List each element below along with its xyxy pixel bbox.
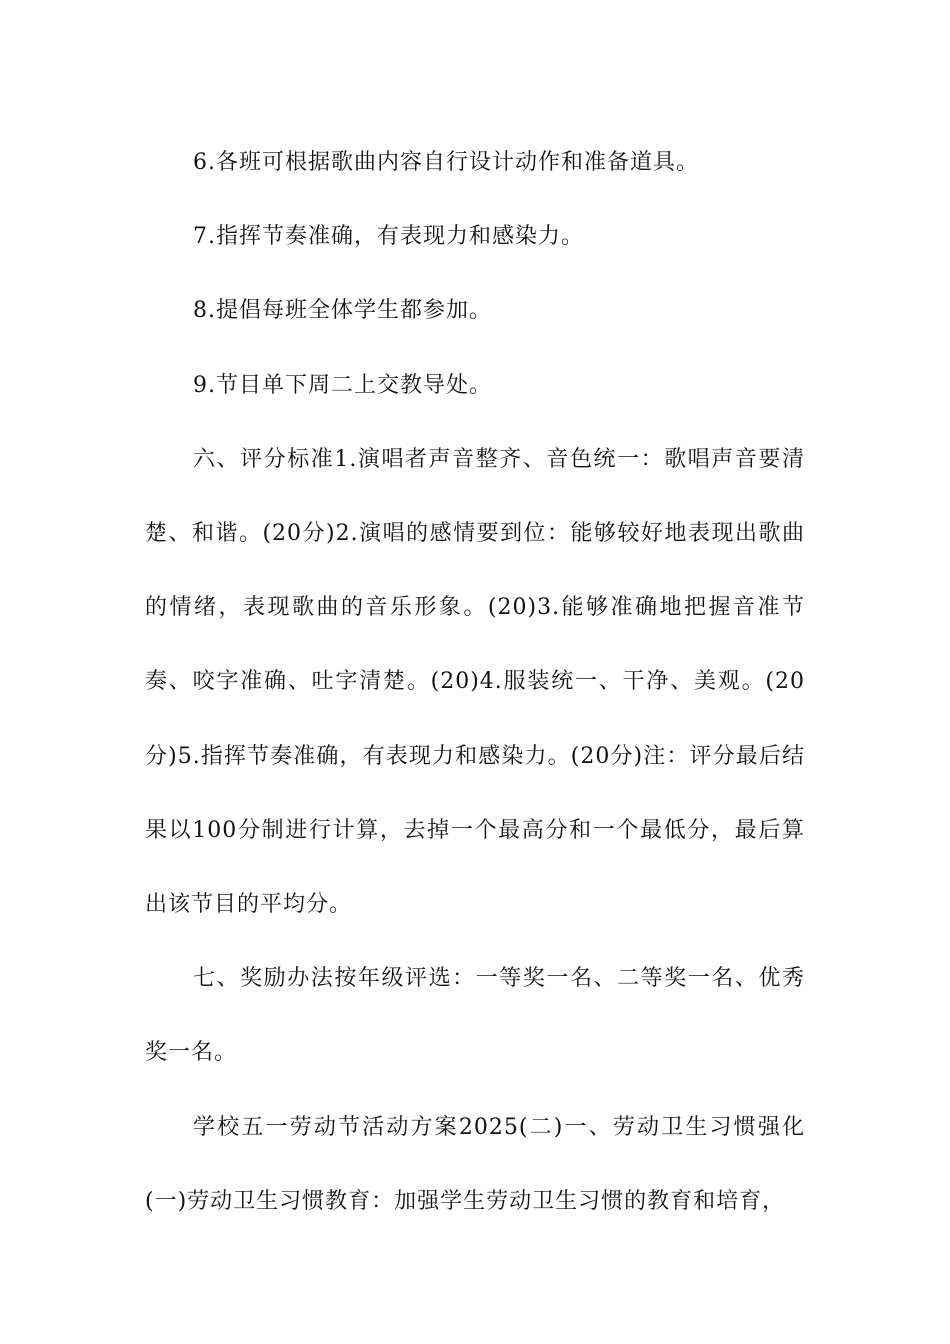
document-body [145, 126, 805, 1239]
paragraph-item-6: 6.各班可根据歌曲内容自行设计动作和准备道具。 [193, 150, 699, 175]
paragraph-item-9: 9.节目单下周二上交教导处。 [193, 372, 492, 398]
paragraph-item-8: 8.提倡每班全体学生都参加。 [193, 298, 492, 324]
paragraph-scoring-criteria: 六、评分标准1.演唱者声音整齐、音色统一：歌唱声音要清楚、和谐。(20分)2.演唱的感情要到位：能够较好地表现出歌曲的情绪，表现歌曲的音乐形象。(20)3.能够准确地把握音准节奏、咬字准确、吐字清楚。(20)4.服装统一、干净、美观。(20分)5.指挥节奏准确，有表现力和感染力。(20分)注：评分最后结果以100分制进行计算，去掉一个最高分和一个最低分，最后算出该节目的平均分。 [145, 446, 805, 918]
paragraph-plan-two-intro: 学校五一劳动节活动方案2025(二)一、劳动卫生习惯强化(一)劳动卫生习惯教育：加强学生劳动卫生习惯的教育和培育， [145, 1114, 805, 1214]
paragraph-reward-method: 七、奖励办法按年级评选：一等奖一名、二等奖一名、优秀奖一名。 [145, 966, 805, 1066]
paragraph-item-7: 7.指挥节奏准确，有表现力和感染力。 [193, 224, 584, 250]
